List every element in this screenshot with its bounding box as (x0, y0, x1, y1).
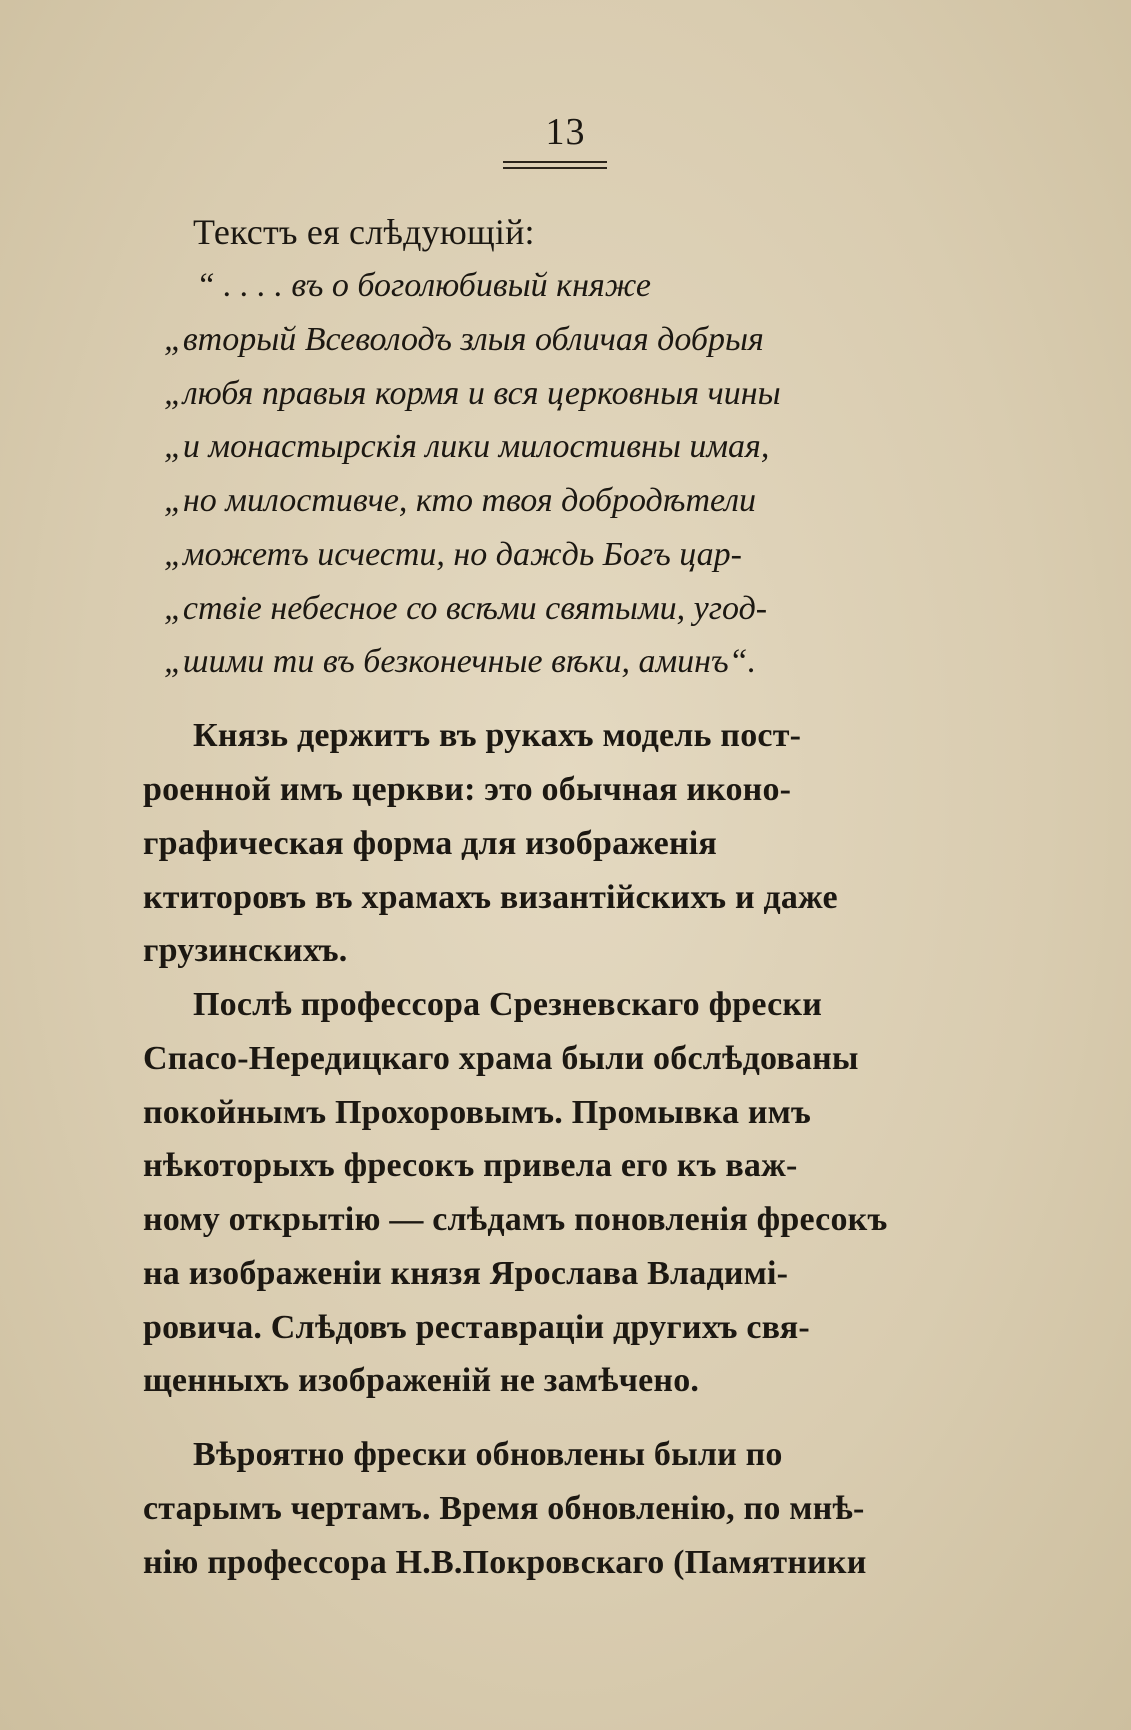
quote-line: „но милостивче, кто твоя добродѣтели (164, 482, 757, 519)
quote-line: „вторый Всеволодъ злыя обличая добрыя (164, 321, 764, 358)
paragraph-line: ктиторовъ въ храмахъ византійскихъ и даже (143, 879, 838, 916)
paragraph-line: нѣкоторыхъ фресокъ привела его къ важ- (143, 1147, 798, 1184)
paragraph-line: роенной имъ церкви: это обычная иконо- (143, 771, 792, 808)
paragraph-line: грузинскихъ. (143, 932, 348, 969)
paragraph-line: на изображеніи князя Ярослава Владимі- (143, 1255, 789, 1292)
quote-line: „и монастырскія лики милостивны имая, (164, 428, 770, 465)
quote-line: „можетъ исчести, но даждь Богъ цар- (164, 536, 742, 573)
paragraph-line: покойнымъ Прохоровымъ. Промывка имъ (143, 1094, 812, 1131)
quote-line: “ . . . . въ о боголюбивый княже (196, 267, 652, 304)
page-number-rule-top (503, 161, 607, 163)
quote-line: „шими ти въ безконечные вѣки, аминъ“. (164, 643, 757, 680)
paragraph-line: щенныхъ изображеній не замѣчено. (143, 1362, 700, 1399)
page-number: 13 (545, 111, 586, 153)
paragraph-line: ному открытію — слѣдамъ поновленія фресокъ (143, 1201, 888, 1238)
paragraph-line: нію профессора Н.В.Покровскаго (Памятники (143, 1544, 867, 1581)
paragraph-line: Князь держитъ въ рукахъ модель пост- (193, 717, 802, 754)
page-number-rule-bottom (503, 167, 607, 169)
paragraph-line: ровича. Слѣдовъ реставраціи другихъ свя- (143, 1309, 810, 1346)
paragraph-line: графическая форма для изображенія (143, 825, 718, 862)
quote-line: „ствіе небесное со всѣми святыми, угод- (164, 590, 768, 627)
paragraph-line: старымъ чертамъ. Время обновленію, по мнѣ- (143, 1490, 865, 1527)
paragraph-line: Послѣ профессора Срезневскаго фрески (193, 986, 822, 1023)
quote-intro: Текстъ ея слѣдующій: (193, 212, 535, 252)
paragraph-line: Вѣроятно фрески обновлены были по (193, 1436, 783, 1473)
paragraph-line: Спасо-Нередицкаго храма были обслѣдованы (143, 1040, 859, 1077)
quote-line: „любя правыя кормя и вся церковныя чины (164, 375, 781, 412)
